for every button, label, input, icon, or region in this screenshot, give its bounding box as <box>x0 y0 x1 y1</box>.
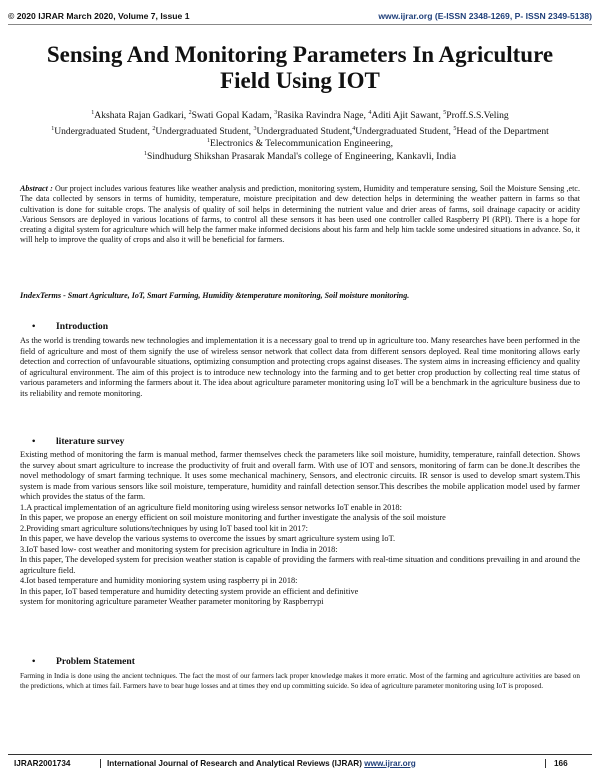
survey-line: 1.A practical implementation of an agriculture field monitoring using wireless sensor networks IoT enable in 2018: <box>20 502 402 512</box>
survey-line: In this paper, we have develop the various systems to overcome the issues by smart agriculture system using IoT. <box>20 534 396 543</box>
bullet-icon: • <box>32 656 36 667</box>
author-names: $^1$Akshata Rajan Gadkari, $^2$Swati Gopal Kadam, $^3$Rasika Ravindra Nage, $^4$Aditi Ajit Sawant, $^5$Proff.S.S.Veling <box>91 109 509 121</box>
survey-line: 2.Providing smart agriculture solutions/techniques by using IoT based tool kit in 2017: <box>20 523 308 533</box>
bullet-icon: • <box>32 321 36 332</box>
introduction-text: As the world is trending towards new technologies and implementation it is a necessary goal to trend up in agriculture too. Many researches have been performed in the field of agriculture and most of them signify the use of wireless sensor network that collect data from different sensors deployed. Real time monitoring allows early detection and correction of unfavourable situations, optimizing consumption and protecting crops against diseases. The system aims in increasing efficiency and quality of agricultural environment. The aim of this project is to introduce new technology into the farming and to get better crop production by collecting real time status of various parameters and informing the farmers about it. The idea about agriculture parameter monitoring using IoT will be a benchmark in the agriculture business due to its reliability and remote monitoring. <box>20 336 580 398</box>
survey-line: In this paper, we propose an energy efficient on soil moisture monitoring and further investigate the analysis of the soil moisture <box>20 513 446 522</box>
author-block <box>10 110 590 163</box>
survey-line: In this paper, The developed system for precision weather station is capable of providing the farmers with real-time situation and conditions prevailing in and around the agriculture field. <box>20 555 580 575</box>
paper-title: Sensing And Monitoring Parameters In Agriculture Field Using IOT <box>46 42 554 93</box>
index-terms-text: - Smart Agriculture, IoT, Smart Farming, Humidity &temperature monitoring, Soil moisture monitoring. <box>61 291 410 300</box>
section-heading-introduction: • Introduction <box>32 321 109 332</box>
footer-paper-id: IJRAR2001734 <box>8 759 101 768</box>
running-header <box>8 8 592 25</box>
abstract-text: Our project includes various features like weather analysis and prediction, monitoring system, Humidity and temperature sensing, Soil the Moisture Sensing ,etc. The data collected by sensors in terms of humidity, temperature, moisture precipitation and dew detection helps in determining the weather pattern in farms so that cultivation is done for suitable crops. The analysis of quality of soil helps in determining the nutrient value and drier areas of farms, soil drainage capacity or acidity .Various Sensors are deployed in various locations of farms, to control all these sensors it has been used one controller called Raspberry PI (RPI). There is a hope for creating a digital system for agriculture which will help the farmer make informed decisions about his farm and help him tackle some undesired situations in advance. So, it will help to improve the quality of crops and also it will be beneficial for farmers. <box>20 184 581 245</box>
survey-line: In this paper, IoT based temperature and humidity detecting system provide an efficient and definitive <box>20 586 359 596</box>
problem-statement-text: Farming in India is done using the ancient techniques. The fact the most of our farmers lack proper knowledge makes it more erratic. Most of the farming and agriculture activities are based on the predictions, which at times fail. Farmers have to bear huge losses and at times they end up committing suicide. So idea of agriculture parameter monitoring using IoT is proposed. <box>20 672 580 690</box>
running-footer <box>8 754 592 771</box>
header-right: www.ijrar.org (E-ISSN 2348-1269, P- ISSN 2349-5138) <box>378 11 592 21</box>
author-roles: $^1$Undergraduated Student, $^2$Undergraduated Student, $^3$Undergraduated Student,$^4$Undergraduated Student, $^5$Head of the Department <box>51 125 549 137</box>
index-terms <box>20 291 580 300</box>
footer-journal: International Journal of Research and Analytical Reviews (IJRAR) www.ijrar.org <box>107 758 416 768</box>
survey-line: system for monitoring agriculture parameter Weather parameter monitoring by Raspberrypi <box>20 597 324 606</box>
bullet-icon: • <box>32 436 36 447</box>
header-left: © 2020 IJRAR March 2020, Volume 7, Issue 1 <box>8 11 190 21</box>
footer-page-number: 166 <box>545 759 592 768</box>
abstract-label: Abstract : <box>20 184 55 193</box>
footer-link[interactable]: www.ijrar.org <box>364 758 416 768</box>
survey-paragraph: Existing method of monitoring the farm is manual method, farmer themselves check the parameters like soil moisture, humidity, temperature, rainfall detection. Shows the survey about smart agriculture to increase the productivity of fruit and overall farm. With use of IOT and sensors, monitoring of farm can be done.It describes the novel methodology of smart farming technique. It uses some mechanical machinery, Sensors, and electronic circuits. IR sensor is used to develop smart system.This system is made from various sensors like soil moisture, temperature, humidity and rainfall detection sensor.This describes the mobile application model used by farmer which provides the status of the farm. <box>20 450 580 501</box>
author-department: $^1$Electronics & Telecommunication Engineering, <box>207 137 393 149</box>
survey-line: 4.Iot based temperature and humidity monioring system using raspberry pi in 2018: <box>20 576 298 585</box>
index-terms-label: IndexTerms <box>20 291 62 300</box>
section-heading-problem-statement: • Problem Statement <box>32 656 135 667</box>
survey-line: 3.IoT based low- cost weather and monitoring system for precision agriculture in India in 2018: <box>20 544 338 554</box>
literature-survey-text <box>20 450 580 608</box>
abstract <box>20 184 580 246</box>
section-heading-literature-survey: • literature survey <box>32 436 125 447</box>
author-college: $^1$Sindhudurg Shikshan Prasarak Mandal's college of Engineering, Kankavli, India <box>143 150 457 162</box>
